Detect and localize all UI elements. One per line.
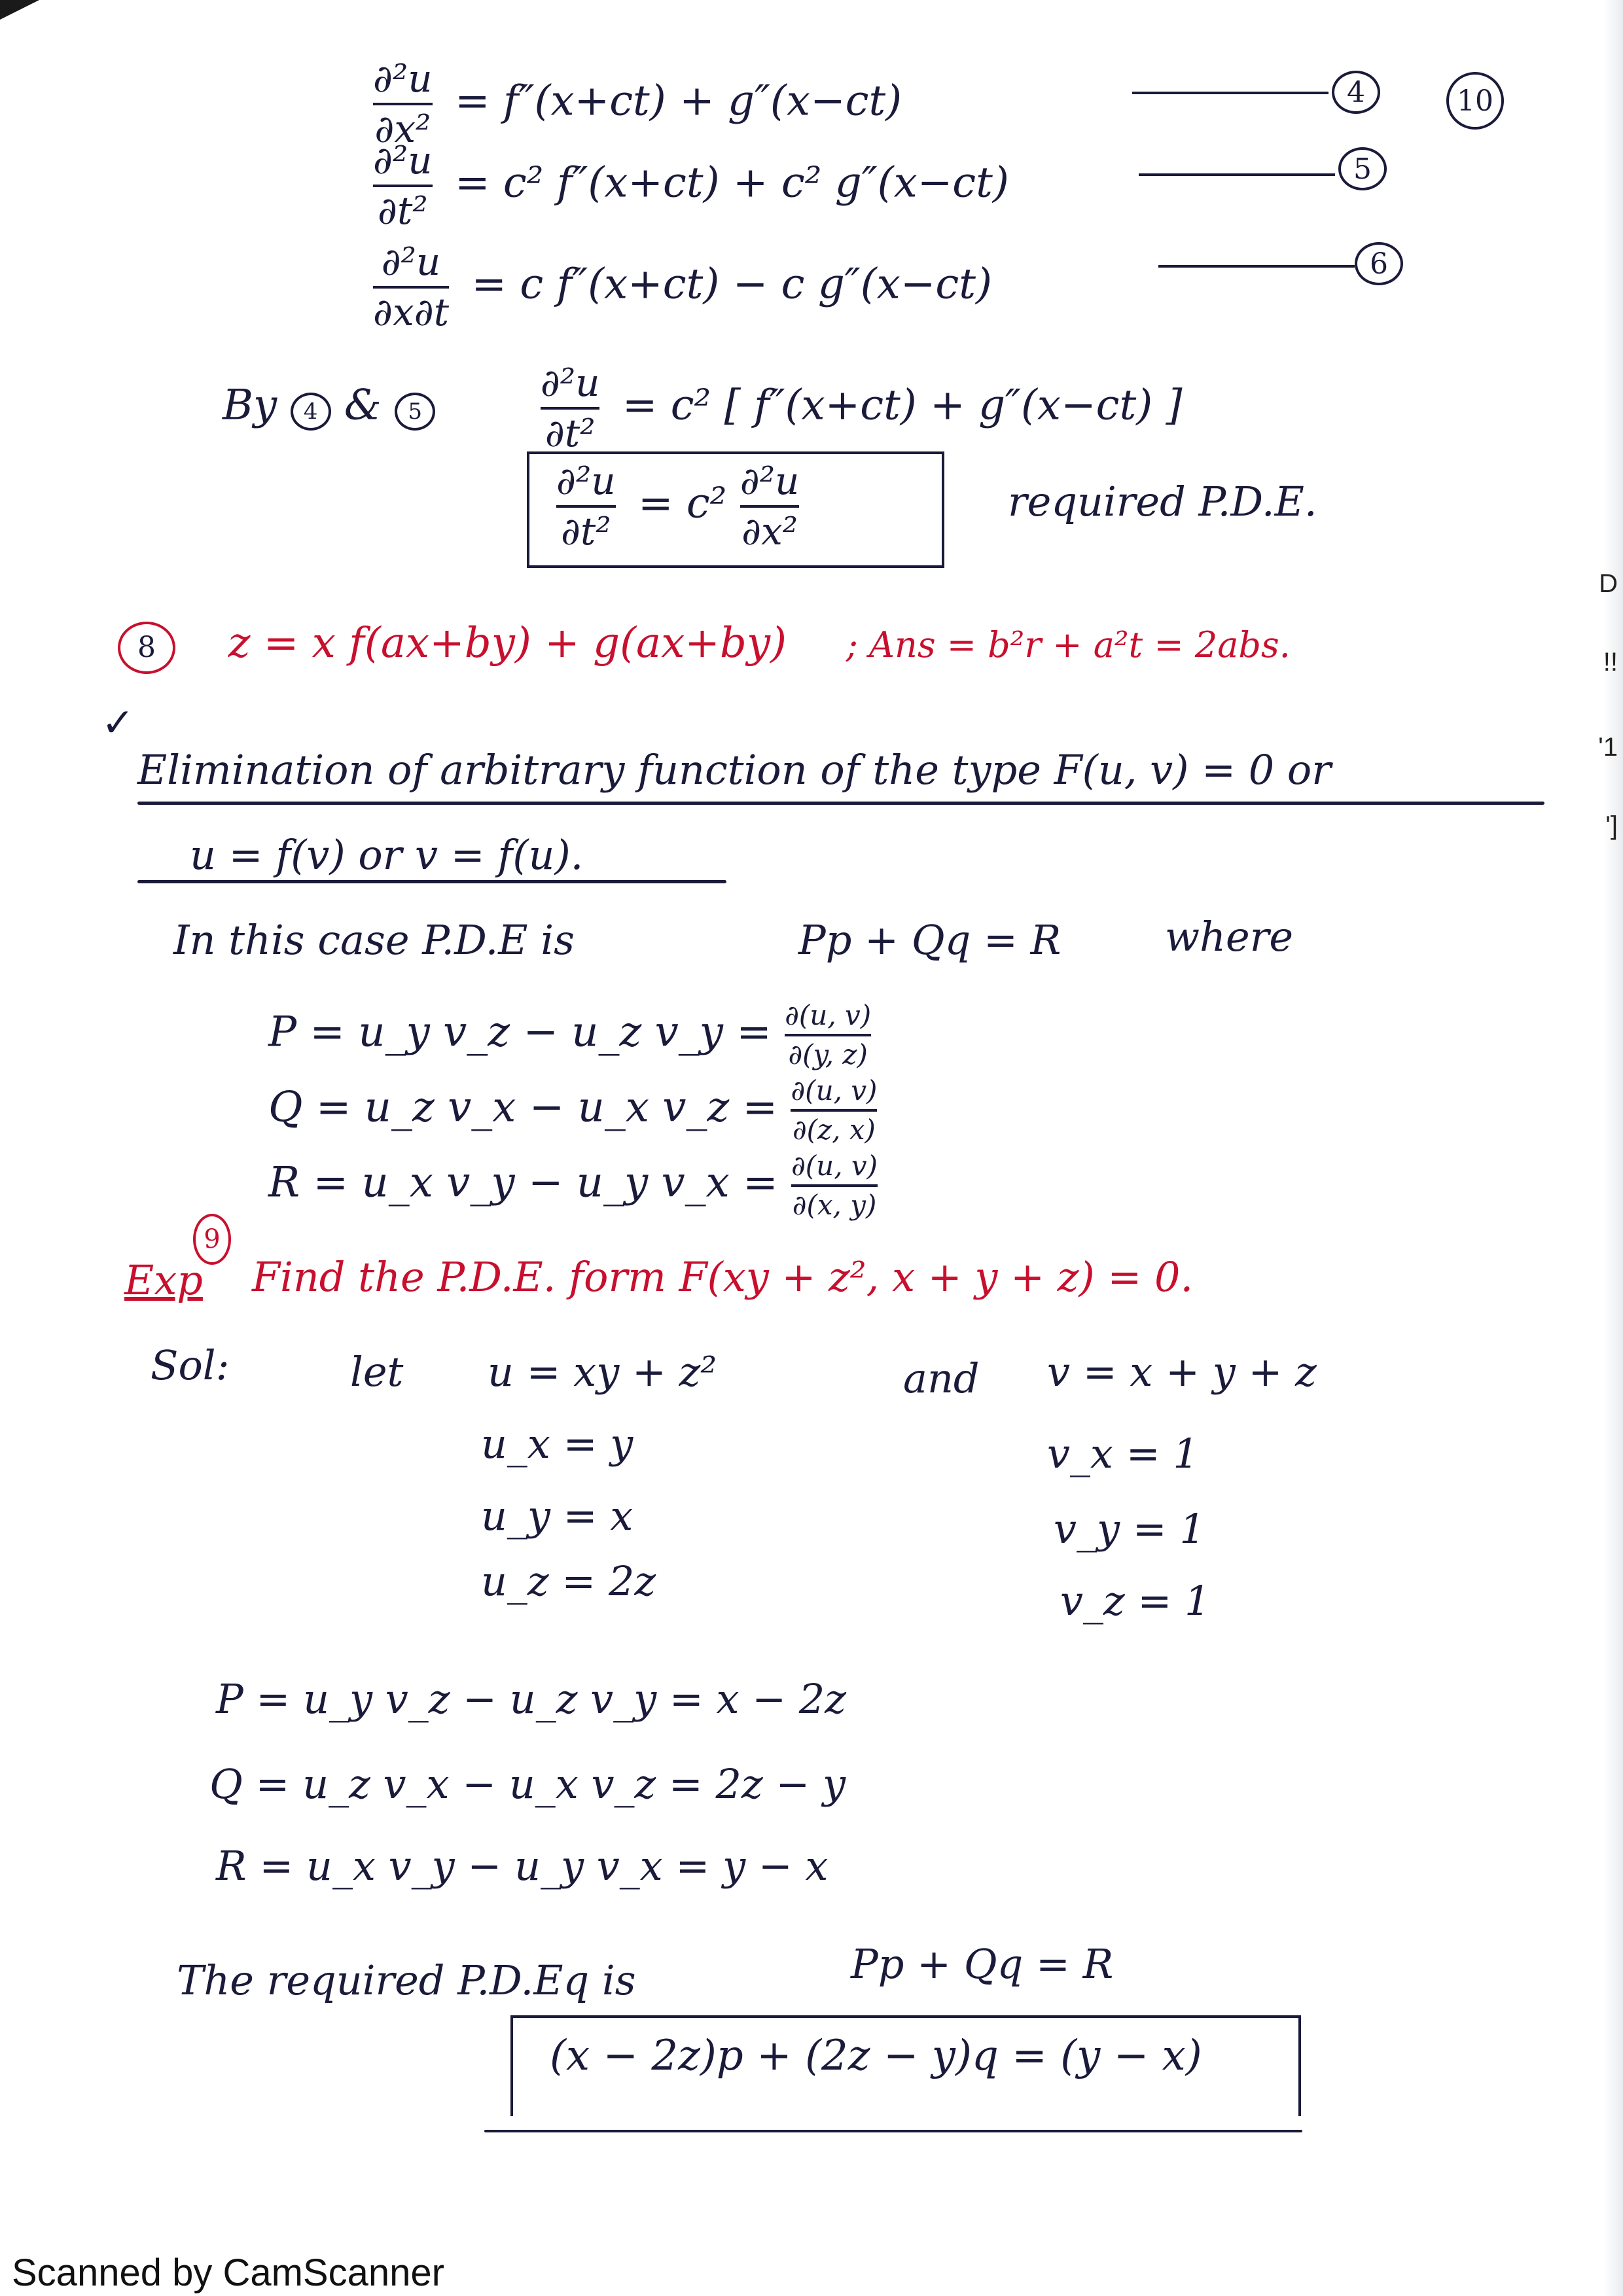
fraction: $\frac{\text{∂²u}}{\text{∂x²}}$ (740, 459, 800, 554)
conclusion-text: The required P.D.Eq is (177, 1956, 636, 2004)
P-result: P = u_y v_z − u_z v_y = x − 2z (216, 1675, 846, 1723)
fraction: $\frac{\text{∂²u}}{\partial x\partial t}$ (373, 239, 449, 334)
section-intro: In this case P.D.E is (173, 916, 575, 964)
section-heading-line1: Elimination of arbitrary function of the type F(u, v) = 0 or (137, 746, 1331, 794)
exercise-number-8: 8 (118, 622, 175, 674)
fraction: $\frac{\partial(u, v)}{\partial(x, y)}$ (791, 1150, 878, 1222)
scan-right-edge (1603, 0, 1623, 2296)
fraction: $\frac{\text{∂²u}}{\text{∂t²}}$ (556, 459, 616, 554)
combine-line: By 4 & 5 $\frac{\text{∂²u}}{\text{∂t²}}$ = c² [ f″(x+ct) + g″(x−ct) ] (223, 361, 1183, 455)
let-word: let (350, 1348, 404, 1396)
page-number-circle: 10 (1446, 72, 1504, 130)
edge-mark: !! (1603, 648, 1618, 677)
solution-label: Sol: (151, 1341, 230, 1389)
example-9-problem: Find the P.D.E. form F(xy + z², x + y + z) = 0. (252, 1253, 1194, 1301)
equation-tag-6: 6 (1355, 242, 1403, 285)
u-partial: u_z = 2z (481, 1557, 656, 1605)
derivative-eq-4: $\frac{\text{∂²u}}{\text{∂x²}}$ = f″(x+ct) + g″(x−ct) (373, 56, 902, 151)
checkmark-icon: ✓ (101, 700, 135, 746)
example-label: Exp (124, 1256, 203, 1304)
R-result: R = u_x v_y − u_y v_x = y − x (216, 1842, 829, 1890)
Q-result: Q = u_z v_x − u_x v_z = 2z − y (209, 1760, 846, 1808)
jacobian-P: P = u_y v_z − u_z v_y = $\frac{\partial(u, v)}{\partial(y, z)}$ (268, 999, 872, 1071)
scanner-footer: Scanned by CamScanner (12, 2252, 444, 2294)
equation-tag-4: 4 (1332, 71, 1380, 114)
v-partial: v_x = 1 (1047, 1430, 1199, 1477)
section-form: Pp + Qq = R (798, 916, 1061, 964)
u-definition: u = xy + z² (488, 1348, 717, 1396)
u-partial: u_x = y (481, 1420, 633, 1468)
fraction: $\frac{\text{∂²u}}{\text{∂t²}}$ (540, 361, 600, 455)
equation-tag-5: 5 (1338, 147, 1387, 190)
example-number-9: 9 (193, 1214, 231, 1265)
v-partial: v_y = 1 (1054, 1505, 1205, 1553)
jacobian-R: R = u_x v_y − u_y v_x = $\frac{\partial(u, v)}{\partial(x, y)}$ (268, 1150, 878, 1222)
exercise-8: 8 z = x f(ax+by) + g(ax+by) ; Ans = b²r + a²t = 2abs. (118, 622, 1291, 674)
v-definition: v = x + y + z (1047, 1348, 1317, 1396)
edge-mark: '1 (1598, 733, 1618, 762)
fraction: $\frac{\text{∂²u}}{\text{∂x²}}$ (373, 56, 433, 151)
conclusion-form: Pp + Qq = R (851, 1940, 1114, 1988)
exercise-8-answer: ; Ans = b²r + a²t = 2abs. (846, 624, 1291, 665)
ref-tag-4: 4 (291, 393, 331, 431)
page-number (1446, 72, 1504, 130)
fraction: $\frac{\text{∂²u}}{\text{∂t²}}$ (373, 138, 433, 233)
wave-equation: $\frac{\text{∂²u}}{\text{∂t²}}$ = c² $\frac{\text{∂²u}}{\text{∂x²}}$ (556, 459, 800, 554)
and-word: and (903, 1354, 980, 1402)
derivative-eq-6: $\frac{\text{∂²u}}{\partial x\partial t}$ = c f″(x+ct) − c g″(x−ct) (373, 239, 992, 334)
section-heading-line2: u = f(v) or v = f(u). (190, 831, 584, 879)
edge-mark: '] (1605, 811, 1618, 840)
jacobian-Q: Q = u_z v_x − u_x v_z = $\frac{\partial(u, v)}{\partial(z, x)}$ (268, 1074, 878, 1146)
fraction: $\frac{\partial(u, v)}{\partial(z, x)}$ (791, 1074, 878, 1146)
edge-mark: D (1599, 569, 1618, 598)
required-pde-note: required P.D.E. (1008, 478, 1317, 525)
fraction: $\frac{\partial(u, v)}{\partial(y, z)}$ (785, 999, 872, 1071)
v-partial: v_z = 1 (1060, 1577, 1211, 1625)
scan-corner-artifact (0, 0, 39, 20)
final-answer: (x − 2z)p + (2z − y)q = (y − x) (550, 2032, 1202, 2080)
ref-tag-5: 5 (395, 393, 435, 431)
derivative-eq-5: $\frac{\text{∂²u}}{\text{∂t²}}$ = c² f″(x+ct) + c² g″(x−ct) (373, 138, 1009, 233)
section-where: where (1165, 913, 1294, 961)
u-partial: u_y = x (481, 1492, 633, 1540)
